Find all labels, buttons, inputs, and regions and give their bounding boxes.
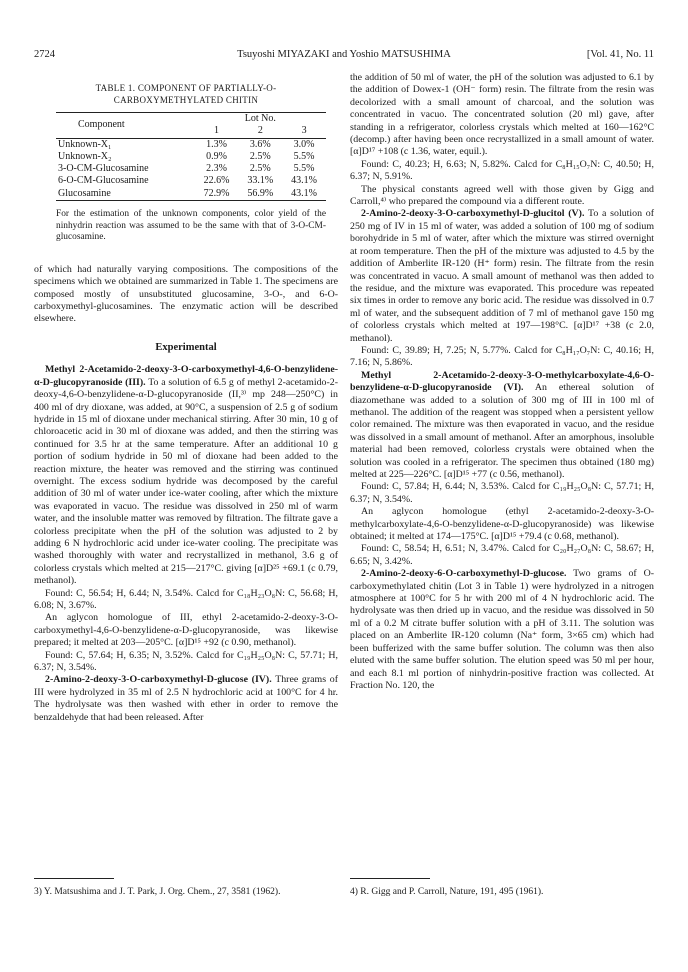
section-heading: Experimental — [155, 341, 217, 353]
paragraph: The physical constants agreed well with those given by Gigg and Carroll,⁴⁾ who prepared the compound via a different route. — [350, 183, 654, 208]
left-column — [34, 72, 338, 724]
paragraph: An aglycon homologue (ethyl 2-acetamido-2-deoxy-3-O-methylcarboxylate-4,6-O-benzylidene-α-D-glucopyranoside) was likewise obtained; it melted at 174—175°C. [α]D¹⁵ +79.4 (c 0.68, methanol). — [350, 506, 654, 543]
footnote-4: 4) R. Gigg and P. Carroll, Nature, 191, 495 (1961). — [350, 887, 544, 897]
compound-heading: Methyl 2-Acetamido-2-deoxy-3-O-methylcarboxylate-4,6-O-benzylidene-α-D-glucopyranoside (VI). — [350, 369, 654, 394]
paragraph: Found: C, 40.23; H, 6.63; N, 5.82%. Calcd for C₈H₁₅O₇N: C, 40.50; H, 6.37; N, 5.91%. — [350, 158, 654, 183]
col-header-component: Component — [56, 113, 195, 139]
paragraph: An aglycon homologue of III, ethyl 2-acetamido-2-deoxy-3-O-carboxymethyl-4,6-O-benzylidene-α-D-glucopyranoside, was likewise prepared; it melted at 203—205°C. [α]D¹⁵ +92 (c 0.90, methanol). — [34, 612, 338, 649]
lot-3: 3 — [301, 125, 307, 137]
col-header-lot: Lot No. — [195, 113, 326, 126]
compound-heading: 2-Amino-2-deoxy-6-O-carboxymethyl-D-glucose. — [361, 568, 567, 580]
table-note: For the estimation of the unknown components, color yield of the ninhydrin reaction was assumed to be the same with that of 3-O-CM-glucosamine. — [56, 209, 326, 243]
page-number: 2724 — [34, 49, 55, 60]
paragraph: the addition of 50 ml of water, the pH of the solution was adjusted to 6.1 by the addition of Dowex-1 (OH⁻ form) resin. The filtrate from the resin was decolorized with a small amount of charcoal, and the solution was concentrated in vacuo. The concentrated solution (20 ml) gave, after standing in a refrigerator, colorless crystals which melted at 160—162°C (decomp.) after having been once recrystallized in a small amount of water. [α]D¹⁷ +108 (c 1.36, water, equil.). — [350, 72, 654, 158]
lot-2: 2 — [257, 125, 263, 137]
footnote-3: 3) Y. Matsushima and J. T. Park, J. Org. Chem., 27, 3581 (1962). — [34, 887, 281, 897]
table-row: 6-O-CM-Glucosamine 22.6% 33.1% 43.1% — [58, 175, 318, 187]
running-authors: Tsuyoshi MIYAZAKI and Yoshio MATSUSHIMA — [237, 49, 451, 60]
table-title: TABLE 1. COMPONENT OF PARTIALLY-O- CARBOXYMETHYLATED CHITIN — [95, 83, 277, 105]
lot-1: 1 — [214, 125, 220, 137]
paragraph: Found: C, 57.64; H, 6.35; N, 3.52%. Calcd for C₁₉H₂₅O₈N: C, 57.71; H, 6.37; N, 3.54%. — [34, 649, 338, 674]
compound-heading: 2-Amino-2-deoxy-3-O-carboxymethyl-D-glucitol (V). — [361, 208, 585, 220]
paragraph: 2-Amino-2-deoxy-3-O-carboxymethyl-D-glucitol (V). To a solution of 250 mg of IV in 15 ml of water, was added a solution of 100 mg of sodium borohydride in 5 ml of water, after which the mixture was stirred overnight at room temperature. Then the pH of the mixture was adjusted to 4.5 by the addition of Amberlite IR-120 (H⁺ form) resin. The filtrate from the resin was concentrated in vacuo. A small amount of methanol was then added to the residue, and the mixture was evaporated. This procedure was repeated six times in order to remove any boric acid. The residue was dissolved in 0.7 ml of water, and the subsequent addition of 7 ml of methanol gave 150 mg of colorless crystals which melted at 197—198°C. [α]D¹⁷ +38 (c 2.0, methanol). — [350, 208, 654, 344]
right-column — [350, 72, 654, 692]
footnote-rule — [34, 878, 114, 879]
volume-info: [Vol. 41, No. 11 — [586, 49, 654, 60]
compound-heading: 2-Amino-2-deoxy-3-O-carboxymethyl-D-glucose (IV). — [45, 674, 272, 686]
table-row: Unknown-X₁ 1.3% 3.6% 3.0% — [56, 138, 326, 151]
paragraph: 2-Amino-2-deoxy-6-O-carboxymethyl-D-glucose. Two grams of O-carboxymethylated chitin (Lot 3 in Table 1) were hydrolyzed in a nitrogen atmosphere at 100°C for 5 hr with 200 ml of 4 N hydrochloric acid. The hydrolysate was then dried up in vacuo, and the residue was dissolved in 50 ml of a 0.2 M citrate buffer solution with a pH of 3.11. The solution was placed on an Amberlite IR-120 column (Na⁺ form, 3×65 cm) which had been bufferized with the same buffer solution. The column was then also eluted with the same buffer solution. The elution speed was 50 ml per hour, and each 8.1 ml portion of ninhydrin-positive fraction was collected. At Fraction No. 120, the — [350, 568, 654, 691]
paragraph: Found: C, 57.84; H, 6.44; N, 3.53%. Calcd for C₁₉H₂₅O₈N: C, 57.71; H, 6.37; N, 3.54%. — [350, 481, 654, 505]
paragraph: Methyl 2-Acetamido-2-deoxy-3-O-methylcarboxylate-4,6-O-benzylidene-α-D-glucopyranoside (VI). An ethereal solution of diazomethane was added to a solution of 300 mg of III in 100 ml of methanol. The addition of the reagent was stopped when a persistent yellow color remained. The mixture was then evaporated in vacuo, and the residue was dissolved in a small amount of methanol. After an amorphous, insoluble material had been removed, colorless crystals were obtained when the solution was cooled in a refrigerator. The specimen thus obtained (180 mg) melted at 225—226°C. [α]D¹⁵ +77 (c 0.56, methanol). — [350, 369, 654, 480]
compound-heading: Methyl 2-Acetamido-2-deoxy-3-O-carboxymethyl-4,6-O-benzylidene-α-D-glucopyranoside (III). — [34, 364, 338, 388]
paragraph: Found: C, 39.89; H, 7.25; N, 5.77%. Calcd for C₈H₁₇O₇N: C, 40.16; H, 7.16; N, 5.86%. — [350, 344, 654, 369]
paragraph: Found: C, 58.54; H, 6.51; N, 3.47%. Calcd for C₂₀H₂₇O₈N: C, 58.67; H, 6.65; N, 3.42%. — [350, 543, 654, 567]
component-table — [56, 112, 326, 201]
paragraph: Found: C, 56.54; H, 6.44; N, 3.54%. Calcd for C₁₈H₂₃O₈N: C, 56.68; H, 6.08; N, 3.67%. — [34, 587, 338, 612]
paragraph: of which had naturally varying compositions. The compositions of the specimens which we obtained are summarized in Table 1. The specimens are composed mostly of unsubstituted glucosamine, 3-O-, and 6-O-carboxymethyl-glucosamines. The enzymatic action will be described elsewhere. — [34, 263, 338, 325]
footnote-rule — [350, 878, 430, 879]
table-row: Glucosamine 72.9% 56.9% 43.1% — [56, 188, 326, 201]
paragraph: 2-Amino-2-deoxy-3-O-carboxymethyl-D-glucose (IV). Three grams of III were hydrolyzed in 35 ml of 2.5 N hydrochloric acid at 100°C for 4 hr. The hydrolysate was then washed with ether in order to remove the benzaldehyde that had been released. After — [34, 674, 338, 723]
table-row: 3-O-CM-Glucosamine 2.3% 2.5% 5.5% — [58, 163, 315, 175]
table-row: Unknown-X₂ 0.9% 2.5% 5.5% — [58, 150, 315, 162]
paragraph: Methyl 2-Acetamido-2-deoxy-3-O-carboxymethyl-4,6-O-benzylidene-α-D-glucopyranoside (III). To a solution of 6.5 g of methyl 2-acetamido-2-deoxy-4,6-O-benzylidene-α-D-glucopyranoside (II,³⁾ mp 248—250°C) in 400 ml of dry dioxane, was added, at 90°C, a suspension of 2.5 g of sodium hydride in 15 ml of dioxane under mechanical stirring. After 30 min, 10 g of chloroacetic acid in 30 ml of dioxane was added, and then the stirring was continued for 3.5 hr at the same temperature. After an additional 10 g portion of sodium hydride in 50 ml of dioxane had been added to the reaction mixture, the heater was removed and the stirring was continued overnight. The excess sodium hydride was decomposed by the careful addition of 30 ml of water under ice-water cooling, after which the mixture was evaporated in vacuo. The residue was dissolved in 250 ml of warm water, and the insoluble matter was removed by filtration. The filtrate gave a colorless precipitate when the pH of the solution was adjusted to 2 by adding 6 N hydrochloric acid under ice-water cooling. The precipitate was washed thoroughly with water and recrystallized in methanol, 3.6 g of colorless crystals which melted at 215—217°C. giving [α]D²⁵ +69.1 (c 0.79, methanol). — [34, 364, 338, 587]
